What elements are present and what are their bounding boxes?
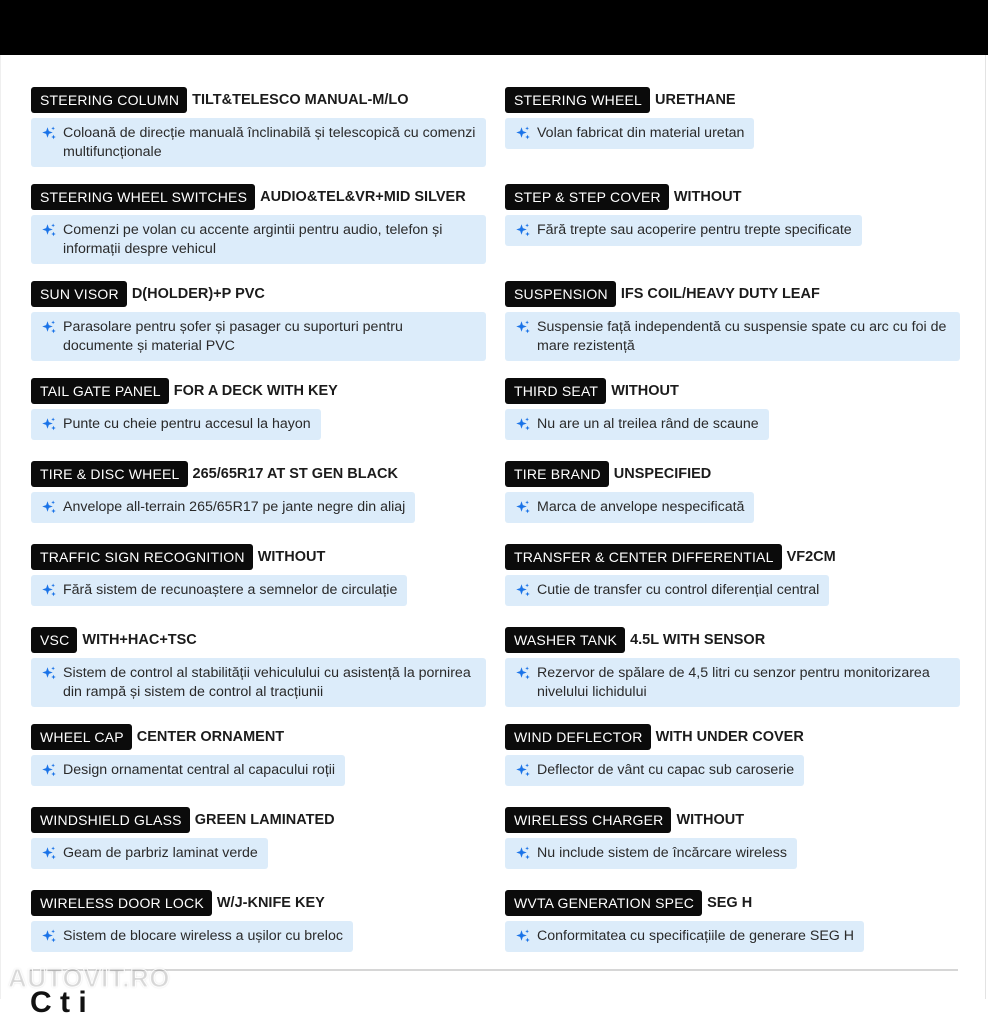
spec-tire-brand bbox=[505, 461, 754, 523]
spec-label: STEP & STEP COVER bbox=[505, 184, 669, 210]
spec-description-text: Comenzi pe volan cu accente argintii pentru audio, telefon și informații despre vehicul bbox=[63, 222, 443, 257]
sparkle-icon bbox=[514, 125, 532, 143]
sparkle-icon bbox=[514, 665, 532, 683]
spec-steering-wheel-switches bbox=[31, 184, 486, 264]
spec-value: WITH UNDER COVER bbox=[655, 729, 804, 745]
spec-value: URETHANE bbox=[655, 92, 736, 108]
spec-description-text: Anvelope all-terrain 265/65R17 pe jante negre din aliaj bbox=[63, 499, 406, 515]
top-bar bbox=[0, 0, 988, 55]
sparkle-icon bbox=[514, 499, 532, 517]
spec-description-text: Nu are un al treilea rând de scaune bbox=[537, 416, 759, 432]
spec-description-text: Nu include sistem de încărcare wireless bbox=[537, 845, 787, 861]
spec-vsc bbox=[31, 627, 486, 707]
spec-value: CENTER ORNAMENT bbox=[136, 729, 285, 745]
spec-value: GREEN LAMINATED bbox=[194, 812, 335, 828]
spec-wireless-charger bbox=[505, 807, 797, 869]
spec-description-text: Conformitatea cu specificațiile de generare SEG H bbox=[537, 928, 855, 944]
spec-value: VF2CM bbox=[786, 549, 836, 565]
spec-label: THIRD SEAT bbox=[505, 378, 606, 404]
spec-washer-tank bbox=[505, 627, 960, 707]
spec-wvta-generation-spec bbox=[505, 890, 864, 952]
spec-description bbox=[31, 658, 486, 707]
spec-label: WASHER TANK bbox=[505, 627, 625, 653]
spec-label: STEERING WHEEL SWITCHES bbox=[31, 184, 255, 210]
spec-description-text: Fără trepte sau acoperire pentru trepte specificate bbox=[537, 222, 852, 238]
watermark: AUTOVIT.RO bbox=[8, 963, 170, 993]
spec-value: W/J-KNIFE KEY bbox=[216, 895, 325, 911]
spec-description-text: Marca de anvelope nespecificată bbox=[537, 499, 745, 515]
spec-description-text: Parasolare pentru șofer și pasager cu suporturi pentru documente și material PVC bbox=[63, 319, 403, 354]
spec-suspension bbox=[505, 281, 960, 361]
spec-value: TILT&TELESCO MANUAL-M/LO bbox=[192, 92, 409, 108]
spec-description bbox=[505, 118, 754, 149]
spec-label: WINDSHIELD GLASS bbox=[31, 807, 190, 833]
spec-label: SUN VISOR bbox=[31, 281, 127, 307]
spec-wind-deflector bbox=[505, 724, 804, 786]
spec-label: WIRELESS CHARGER bbox=[505, 807, 671, 833]
spec-description-text: Deflector de vânt cu capac sub caroserie bbox=[537, 762, 795, 778]
spec-label: WHEEL CAP bbox=[31, 724, 132, 750]
spec-label: TIRE BRAND bbox=[505, 461, 609, 487]
spec-description bbox=[505, 838, 797, 869]
spec-description bbox=[505, 215, 862, 246]
sparkle-icon bbox=[40, 665, 58, 683]
spec-description bbox=[31, 838, 268, 869]
spec-description-text: Design ornamentat central al capacului roții bbox=[63, 762, 336, 778]
spec-sun-visor bbox=[31, 281, 486, 361]
spec-value: FOR A DECK WITH KEY bbox=[173, 383, 338, 399]
spec-description-text: Volan fabricat din material uretan bbox=[537, 125, 745, 141]
sparkle-icon bbox=[40, 319, 58, 337]
spec-description-text: Sistem de control al stabilității vehiculului cu asistență la pornirea din rampă și sistem de control al tracțiunii bbox=[63, 665, 471, 700]
sparkle-icon bbox=[40, 762, 58, 780]
spec-description bbox=[505, 575, 829, 606]
spec-value: WITHOUT bbox=[611, 383, 679, 399]
sparkle-icon bbox=[514, 416, 532, 434]
spec-step-cover bbox=[505, 184, 862, 246]
spec-value: D(HOLDER)+P PVC bbox=[131, 286, 265, 302]
spec-description bbox=[505, 921, 864, 952]
spec-description bbox=[31, 492, 415, 523]
spec-description-text: Rezervor de spălare de 4,5 litri cu senzor pentru monitorizarea nivelului lichidului bbox=[537, 665, 930, 700]
spec-value: WITH+HAC+TSC bbox=[82, 632, 197, 648]
spec-label: WVTA GENERATION SPEC bbox=[505, 890, 702, 916]
spec-value: WITHOUT bbox=[257, 549, 326, 565]
spec-steering-column bbox=[31, 87, 486, 167]
sparkle-icon bbox=[40, 125, 58, 143]
spec-description bbox=[31, 575, 407, 606]
spec-transfer-center-differential bbox=[505, 544, 836, 606]
sparkle-icon bbox=[514, 928, 532, 946]
spec-description-text: Cutie de transfer cu control diferențial central bbox=[537, 582, 820, 598]
spec-description bbox=[31, 409, 321, 440]
spec-label: WIRELESS DOOR LOCK bbox=[31, 890, 212, 916]
sparkle-icon bbox=[514, 762, 532, 780]
sparkle-icon bbox=[40, 582, 58, 600]
spec-label: TAIL GATE PANEL bbox=[31, 378, 169, 404]
sparkle-icon bbox=[40, 499, 58, 517]
spec-label: STEERING WHEEL bbox=[505, 87, 650, 113]
spec-label: SUSPENSION bbox=[505, 281, 616, 307]
spec-steering-wheel bbox=[505, 87, 754, 149]
spec-label: STEERING COLUMN bbox=[31, 87, 187, 113]
spec-label: VSC bbox=[31, 627, 77, 653]
sparkle-icon bbox=[514, 845, 532, 863]
spec-label: TRAFFIC SIGN RECOGNITION bbox=[31, 544, 253, 570]
spec-label: TRANSFER & CENTER DIFFERENTIAL bbox=[505, 544, 782, 570]
spec-value: SEG H bbox=[707, 895, 753, 911]
spec-value: AUDIO&TEL&VR+MID SILVER bbox=[260, 189, 466, 205]
spec-label: WIND DEFLECTOR bbox=[505, 724, 651, 750]
spec-tail-gate-panel bbox=[31, 378, 338, 440]
sparkle-icon bbox=[40, 222, 58, 240]
spec-windshield-glass bbox=[31, 807, 335, 869]
spec-description-text: Fără sistem de recunoaștere a semnelor de circulație bbox=[63, 582, 398, 598]
spec-description-text: Sistem de blocare wireless a ușilor cu breloc bbox=[63, 928, 343, 944]
spec-description-text: Coloană de direcție manuală înclinabilă și telescopică cu comenzi multifuncționale bbox=[63, 125, 476, 160]
sparkle-icon bbox=[40, 928, 58, 946]
spec-description bbox=[505, 312, 960, 361]
spec-value: UNSPECIFIED bbox=[613, 466, 712, 482]
spec-description-text: Geam de parbriz laminat verde bbox=[63, 845, 258, 861]
spec-description bbox=[505, 409, 769, 440]
spec-third-seat bbox=[505, 378, 769, 440]
spec-label: TIRE & DISC WHEEL bbox=[31, 461, 188, 487]
spec-description bbox=[505, 755, 804, 786]
spec-description bbox=[31, 118, 486, 167]
spec-value: WITHOUT bbox=[673, 189, 742, 205]
spec-description bbox=[31, 312, 486, 361]
specs-panel bbox=[0, 55, 986, 999]
spec-description bbox=[31, 755, 345, 786]
sparkle-icon bbox=[514, 582, 532, 600]
spec-value: WITHOUT bbox=[676, 812, 745, 828]
sparkle-icon bbox=[514, 319, 532, 337]
spec-description-text: Punte cu cheie pentru accesul la hayon bbox=[63, 416, 311, 432]
sparkle-icon bbox=[40, 416, 58, 434]
sparkle-icon bbox=[514, 222, 532, 240]
spec-value: IFS COIL/HEAVY DUTY LEAF bbox=[620, 286, 820, 302]
spec-description bbox=[505, 492, 754, 523]
sparkle-icon bbox=[40, 845, 58, 863]
spec-value: 265/65R17 AT ST GEN BLACK bbox=[192, 466, 399, 482]
spec-description-text: Suspensie față independentă cu suspensie spate cu arc cu foi de mare rezistență bbox=[537, 319, 947, 354]
spec-tire-disc-wheel bbox=[31, 461, 415, 523]
spec-description bbox=[31, 921, 353, 952]
spec-traffic-sign-recognition bbox=[31, 544, 407, 606]
spec-value: 4.5L WITH SENSOR bbox=[630, 632, 766, 648]
next-section-title: C t i bbox=[30, 986, 87, 1019]
spec-wheel-cap bbox=[31, 724, 345, 786]
spec-wireless-door-lock bbox=[31, 890, 353, 952]
spec-description bbox=[505, 658, 960, 707]
spec-description bbox=[31, 215, 486, 264]
